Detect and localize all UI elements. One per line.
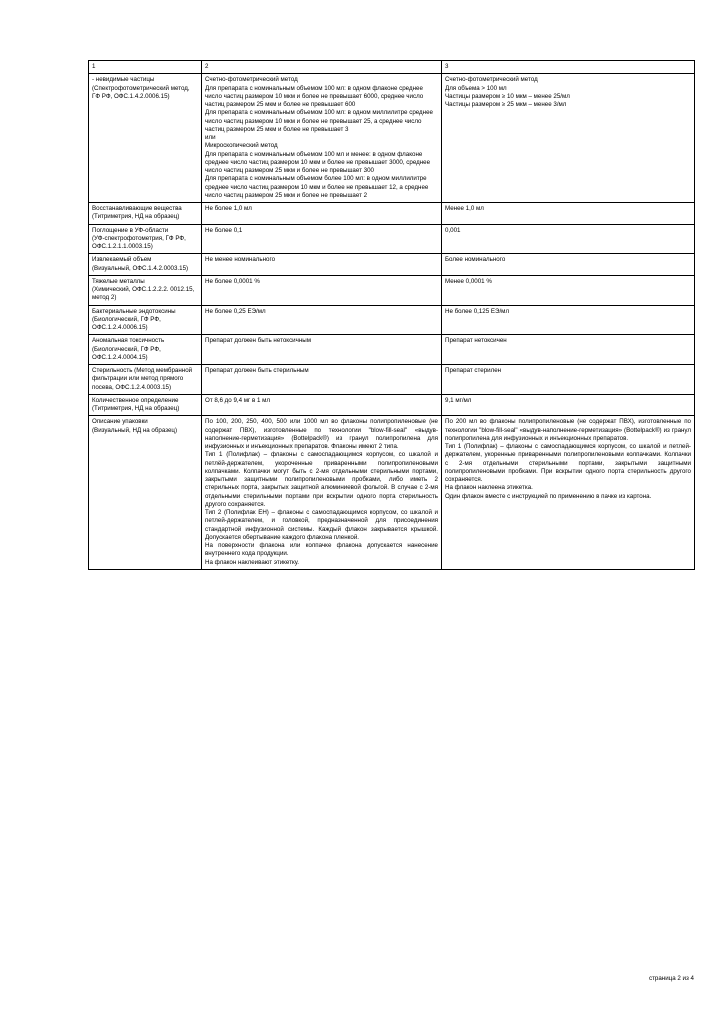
- column-header-3: 3: [442, 61, 695, 74]
- row-norm: Не более 0,25 ЕЭ/мл: [202, 305, 442, 335]
- page-number: страница 2 из 4: [648, 975, 694, 982]
- table-row: [89, 394, 695, 416]
- column-header-2: 2: [202, 61, 442, 74]
- row-norm: Счетно-фотометрический метод Для препарата с номинальным объемом 100 мл: в одном флаконе среднее число частиц размером 10 мкм и более не превышает 6000, среднее число частиц размером 25 мкм и более не превышает 600 Для препарата с номинальным объемом 100 мл: в одном миллилитре среднее число частиц размером 10 мкм и более не превышает 25, а среднее число частиц размером 25 мкм и более не превышает 3 или Микроскопический метод Для препарата с номинальным объемом 100 мл и менее: в одном флаконе среднее число частиц размером 10 мкм и более не превышает 3000, среднее число частиц размером 25 мкм и более не превышает 300 Для препарата с номинальным объемом более 100 мл: в одном миллилитре среднее число частиц размером 10 мкм и более не превышает 12, а среднее число частиц размером 25 мкм и более не превышает 2: [202, 74, 442, 203]
- row-result: Счетно-фотометрический метод Для объема > 100 мл Частицы размером ≥ 10 мкм – менее 25/мл Частицы размером ≥ 25 мкм – менее 3/мл: [442, 74, 695, 203]
- table-row: [89, 224, 695, 254]
- row-norm: Препарат должен быть стерильным: [202, 365, 442, 395]
- row-parameter: Описание упаковки (Визуальный, НД на образец): [89, 416, 202, 570]
- row-norm: Не более 0,1: [202, 224, 442, 254]
- row-parameter: Извлекаемый объем (Визуальный, ОФС.1.4.2.0003.15): [89, 254, 202, 276]
- row-result: Препарат стерилен: [442, 365, 695, 395]
- table-row: [89, 416, 695, 570]
- table-row: [89, 74, 695, 203]
- row-parameter: Восстанавливающие вещества (Титриметрия, НД на образец): [89, 203, 202, 225]
- row-result: Препарат нетоксичен: [442, 335, 695, 365]
- row-parameter: Поглощение в УФ-области (УФ-спектрофотометрия, ГФ РФ, ОФС.1.2.1.1.0003.15): [89, 224, 202, 254]
- row-result: Менее 0,0001 %: [442, 275, 695, 305]
- row-norm: Не более 0,0001 %: [202, 275, 442, 305]
- table-row: [89, 365, 695, 395]
- table-row: [89, 254, 695, 276]
- row-norm: По 100, 200, 250, 400, 500 или 1000 мл во флаконы полипропиленовые (не содержат ПВХ), изготовленные по технологии "blow-fill-seal" «выдув-наполнение-герметизация» (Bottelpack®) из гранул полипропилена для инфузионных и инъекционных препаратов. Флаконы имеют 2 типа. Тип 1 (Полифлак) – флаконы с самоспадающимся корпусом, со шкалой и петлёй-держателем, укороченные приваренными полипропиленовыми колпачками. Колпачки могут быть с 2-мя отдельными стерильными портами, закрытыми защитными полипропиленовыми пробками, либо иметь 2 стерильных порта, закрытых защитной алюминиевой фольгой. В случае с 2-мя отдельными стерильными портами при вскрытии одного порта стерильность другого сохраняется. Тип 2 (Полифлак ЕН) – флаконы с самоспадающимся корпусом, со шкалой и петлей-держателем, и головкой, предназначенной для присоединения стандартной инфузионной системы. Каждый флакон закрывается крышкой. Допускается обертывание каждого флакона пленкой. На поверхности флакона или колпачке флакона допускается нанесение внутреннего кода продукции. На флакон наклеивают этикетку.: [202, 416, 442, 570]
- row-result: Не более 0,125 ЕЭ/мл: [442, 305, 695, 335]
- row-result: Менее 1,0 мл: [442, 203, 695, 225]
- column-header-1: 1: [89, 61, 202, 74]
- row-norm: Не менее номинального: [202, 254, 442, 276]
- row-parameter: Стерильность (Метод мембранной фильтрации или метод прямого посева, ОФС.1.2.4.0003.15): [89, 365, 202, 395]
- row-norm: От 8,6 до 9,4 мг в 1 мл: [202, 394, 442, 416]
- table-header-row: [89, 61, 695, 74]
- table-row: [89, 275, 695, 305]
- specification-table: [88, 60, 695, 570]
- row-norm: Препарат должен быть нетоксичным: [202, 335, 442, 365]
- table-row: [89, 335, 695, 365]
- row-parameter: Количественное определение (Титриметрия, НД на образец): [89, 394, 202, 416]
- table-row: [89, 305, 695, 335]
- row-norm: Не более 1,0 мл: [202, 203, 442, 225]
- row-parameter: - невидимые частицы (Спектрофотометрический метод, ГФ РФ, ОФС.1.4.2.0006.15): [89, 74, 202, 203]
- row-parameter: Аномальная токсичность (Биологический, ГФ РФ, ОФС.1.2.4.0004.15): [89, 335, 202, 365]
- row-result: 9,1 мг/мл: [442, 394, 695, 416]
- row-parameter: Бактериальные эндотоксины (Биологический, ГФ РФ, ОФС.1.2.4.0006.15): [89, 305, 202, 335]
- row-result: 0,001: [442, 224, 695, 254]
- row-result: По 200 мл во флаконы полипропиленовые (не содержат ПВХ), изготовленные по технологии "blow-fill-seal" «выдув-наполнение-герметизация» (Bottelpack®) из гранул полипропилена для инфузионных и инъекционных препаратов. Тип 1 (Полифлак) – флаконы с самоспадающимся корпусом, со шкалой и петлей- держателем, укоренные приваренными полипропиленовыми колпачками. Колпачки с 2-мя отдельными стерильными портами, закрытыми защитными полипропиленовыми пробками. При вскрытии одного порта стерильность другого сохраняется. На флакон наклеена этикетка. Один флакон вместе с инструкцией по применению в пачке из картона.: [442, 416, 695, 570]
- row-result: Более номинального: [442, 254, 695, 276]
- table-row: [89, 203, 695, 225]
- row-parameter: Тяжелые металлы (Химический, ОФС.1.2.2.2. 0012.15, метод 2): [89, 275, 202, 305]
